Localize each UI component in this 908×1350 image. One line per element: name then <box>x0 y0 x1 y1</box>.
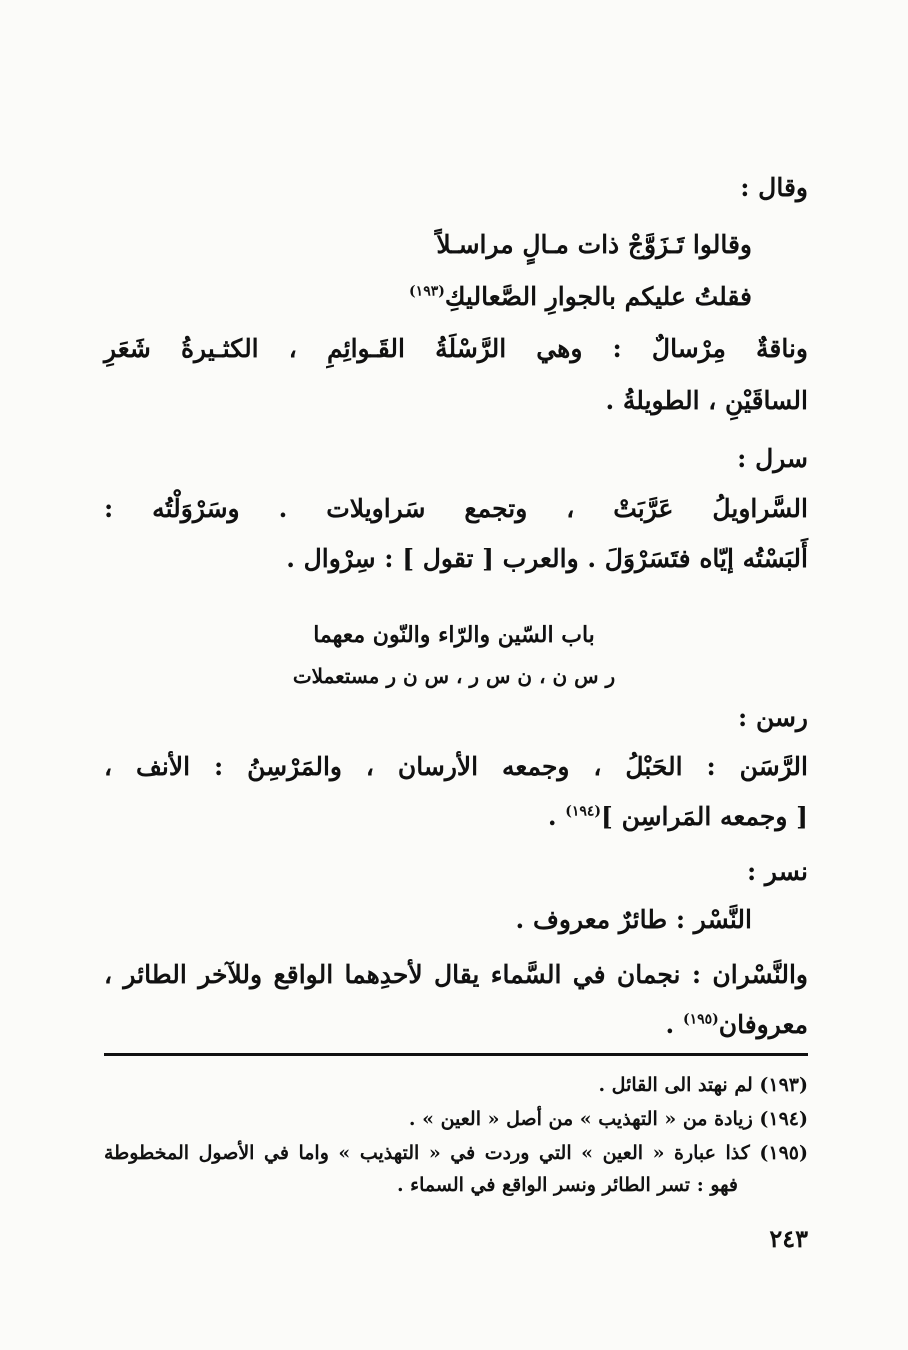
footnote-ref-195: (١٩٥) <box>682 1011 719 1028</box>
paragraph-5-line-2-text: معروفان <box>718 1010 808 1039</box>
verse-line-2-text: فقلتُ عليكم بالجوارِ الصَّعاليكِ <box>444 282 752 311</box>
footnote-193: (١٩٣) لم نهتد الى القائل . <box>598 1074 808 1096</box>
chapter-title: باب السّين والرّاء والنّون معهما <box>313 622 595 648</box>
page-number: ٢٤٣ <box>769 1224 808 1253</box>
verse-line-2 <box>409 282 752 311</box>
verse-line-1: وقالوا تَـزَوَّجْ ذات مـالٍ مراسـلاً <box>436 230 752 259</box>
paragraph-1-line-1: وناقةٌ مِرْسالٌ : وهي الرَّسْلَةُ القَـوائِمِ ، الكثـيرةُ شَعَرِ <box>104 334 808 363</box>
paragraph-3-line-2-text: [ وجمعه المَراسِن ] <box>601 802 808 831</box>
entry-heading-sarl: سرل : <box>737 444 808 473</box>
footnote-194: (١٩٤) زيادة من « التهذيب » من أصل « العين » . <box>408 1108 808 1130</box>
footnote-195-line-1: (١٩٥) كذا عبارة « العين » التي وردت في « التهذيب » واما في الأصول المخطوطة <box>104 1142 808 1164</box>
paragraph-3-line-2: [ وجمعه المَراسِن ]$^{(١٩٤)}$ . <box>547 802 808 831</box>
footnote-ref-193: (١٩٣) <box>409 283 445 300</box>
footnote-ref-194: (١٩٤) <box>565 803 602 820</box>
paragraph-1-line-2: الساقَيْنِ ، الطويلةُ . <box>605 386 808 415</box>
paragraph-2-line-2: أَلبَسْتُه إيّاه فتَسَرْوَلَ . والعرب [ تقول ] : سِرْوال . <box>286 544 808 573</box>
footnote-195-line-2: فهو : تسر الطائر ونسر الواقع في السماء . <box>396 1174 738 1196</box>
footnote-separator <box>104 1053 808 1056</box>
paragraph-5-line-2: معروفان$^{(١٩٥)}$ . <box>665 1010 808 1039</box>
paragraph-4-line-1: النَّسْر : طائرٌ معروف . <box>515 905 752 934</box>
entry-heading-nasr: نسر : <box>747 857 808 886</box>
entry-heading-waqal: وقال : <box>740 173 808 202</box>
paragraph-3-line-1: الرَّسَن : الحَبْلُ ، وجمعه الأرسان ، والمَرْسِنُ : الأنف ، <box>104 752 808 781</box>
paragraph-2-line-1: السَّراويلُ عَرَّبَتْ ، وتجمع سَراويلات . وسَرْوَلْتُه : <box>104 494 808 523</box>
entry-heading-rasan: رسن : <box>738 703 808 732</box>
paragraph-5-line-1: والنَّسْران : نجمان في السَّماء يقال لأحدِهما الواقع وللآخر الطائر ، <box>104 960 808 989</box>
chapter-subtitle: ر س ن ، ن س ر ، س ن ر مستعملات <box>292 664 616 688</box>
